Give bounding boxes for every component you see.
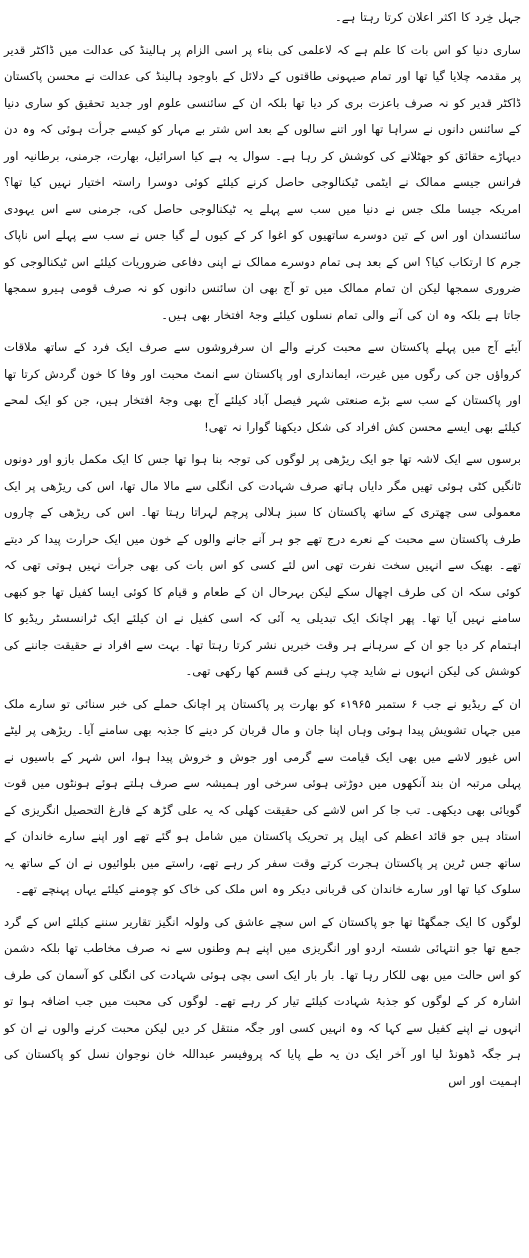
article-paragraph-faisalabad: آیئے آج میں پہلے پاکستان سے محبت کرنے والے ان سرفروشوں سے صرف ایک فرد کے ساتھ ملاقات کرواؤں جن کی رگوں میں غیرت، ایمانداری اور پاکستان سے انمٹ محبت اور وفا کا خون گردش کرتا تھا اور پاکستان کے سب سے بڑے صنعتی شہر فیصل آباد کیلئے آج بھی وجۂ افتخار ہیں، جن کو ایک لمحے کیلئے بھی ایسے محسن کش افراد کی شکل دیکھنا گوارا نہ تھی! (4, 340, 521, 434)
article-paragraph-intro-line: جہل خِرد کا اکثر اعلان کرتا رہتا ہے۔ (334, 10, 521, 24)
article-paragraph-1965-war: ان کے ریڈیو نے جب ۶ ستمبر ۱۹۶۵ء کو بھارت پر پاکستان پر اچانک حملے کی خبر سنائی تو سارے ملک میں جہاں تشویش پیدا ہوئی وہاں اپنا جان و مال قربان کر دینے کا جذبہ بھی سامنے آیا۔ ریڑھی پر لیٹے اس غیور لاشے میں بھی ایک قیامت سے گرمی اور جوش و خروش پیدا ہوا، اس شہر کے باسیوں نے پہلی مرتبہ ان بند آنکھوں میں دوڑتی ہوئی سرخی اور ہمیشہ سے صرف ہلتے ہوئے ہونٹوں میں قوت گویائی بھی دیکھی۔ تب جا کر اس لاشے کی حقیقت کھلی کہ یہ علی گڑھ کے فارغ التحصیل انگریزی کے استاد ہیں جو قائد اعظم کی اپیل پر تحریک پاکستان میں شامل ہو گئے تھے اور اپنے سارے خاندان کے ساتھ جس ٹرین پر پاکستان ہجرت کرتے وقت سفر کر رہے تھے، راستے میں بلوائیوں نے ان کے ساتھ یہ سلوک کیا تھا اور سارے خاندان کی قربانی دیکر وہ اس ملک کی خاک کو چومنے کیلئے یہاں پہنچے تھے۔ (4, 696, 521, 896)
article-paragraph-cart: برسوں سے ایک لاشہ تھا جو ایک ریڑھی پر لوگوں کی توجہ بنا ہوا تھا جس کا ایک مکمل بازو اور دونوں ٹانگیں کٹی ہوئی تھیں مگر دایاں ہاتھ صرف شہادت کی انگلی سے مالا مال تھا، اس کی ریڑھی پر ایک معمولی سی چھتری کے ساتھ پاکستان کا سبز ہلالی پرچم لہراتا رہتا تھا۔ اس کی ریڑھی کے چاروں طرف پاکستان سے محبت کے نعرے درج تھے جو ہر آنے جانے والوں کے خون میں ایک حرارت پیدا کر دیتے تھے۔ بھیک سے انہیں سخت نفرت تھی اس لئے کسی کو اس بات کی بھی جرأت نہیں ہوتی تھی کہ کوئی سکہ ان کی طرف اچھال سکے لیکن بہرحال ان کے طعام و قیام کا کوئی ایسا کفیل تھا جو کبھی سامنے نہیں آیا تھا۔ پھر اچانک ایک تبدیلی یہ آئی کہ اسی کفیل نے ان کیلئے ایک ٹرانسسٹر ریڈیو کا اہتمام کر دیا جو ان کے سرہانے ہر وقت خبریں نشر کرتا رہتا تھا۔ بہت سے افراد نے حقیقت جاننے کی کوشش کی لیکن انہوں نے شاید چپ رہنے کی قسم کھا رکھی تھی۔ (4, 452, 521, 678)
article-paragraph-crowd: لوگوں کا ایک جمگھٹا تھا جو پاکستان کے اس سچے عاشق کی ولولہ انگیز تقاریر سننے کیلئے اس کے گرد جمع تھا جو انتہائی شستہ اردو اور انگریزی میں اپنے ہم وطنوں سے نہ صرف مخاطب تھا بلکہ دشمن کو اس حالت میں بھی للکار رہا تھا۔ بار بار ایک اسی بچی ہوئی شہادت کی انگلی کو آسمان کی طرف اشارہ کر کے لوگوں کو جذبۂ شہادت کیلئے تیار کر رہے تھے۔ لوگوں کی محبت میں جب اضافہ ہوا تو انہوں نے اپنے کفیل سے کہا کہ وہ انہیں کسی اور جگہ منتقل کر دیں لیکن محبت کرنے والوں نے ان کو ہر جگہ ڈھونڈ لیا اور آخر ایک دن یہ طے پایا کہ پروفیسر عبداللہ خان نوجوان نسل کو پاکستان کی اہمیت اور اس (4, 914, 521, 1088)
article-page (4, 4, 521, 1094)
article-paragraph-dr-qadeer: ساری دنیا کو اس بات کا علم ہے کہ لاعلمی کی بناء پر اسی الزام پر ہالینڈ کی عدالت میں ڈاکٹر قدیر پر مقدمہ چلایا گیا تھا اور تمام صیہونی طاقتوں کے دلائل کے باوجود ہالینڈ کی عدالت نے محسن پاکستان ڈاکٹر قدیر کو نہ صرف باعزت بری کر دیا تھا بلکہ ان کے سائنسی علوم اور جدید تحقیق کو ساری دنیا کے سائنس دانوں نے سراہا تھا اور اتنے سالوں کے بعد اس شتر بے مہار کو کیسے جرأت ہوئی کہ وہ دن دیہاڑے حقائق کو جھٹلانے کی کوشش کر رہا ہے۔ سوال یہ ہے کیا اسرائیل، بھارت، جرمنی، برطانیہ اور فرانس جیسے ممالک نے ایٹمی ٹیکنالوجی حاصل کرنے کیلئے کوئی دوسرا راستہ اختیار نہیں کیا تھا؟ امریکہ جیسا ملک جس نے دنیا میں سب سے پہلے یہ ٹیکنالوجی حاصل کی، جرمنی سے اس یہودی سائنسدان اور اس کے تین دوسرے ساتھیوں کو اغوا کر کے کیوں لے گیا جس نے سب سے پہلے اس ناپاک جرم کا ارتکاب کیا؟ اس کے بعد ہی تمام دوسرے ممالک نے اپنی دفاعی ضروریات کیلئے اس ٹیکنالوجی کو ضروری سمجھا لیکن ان تمام ممالک میں تو آج بھی ان سائنس دانوں کو نہ صرف قومی ہیرو سمجھا جاتا ہے بلکہ وہ ان کی آنے والی تمام نسلوں کیلئے وجۂ افتخار بھی ہیں۔ (4, 42, 521, 322)
